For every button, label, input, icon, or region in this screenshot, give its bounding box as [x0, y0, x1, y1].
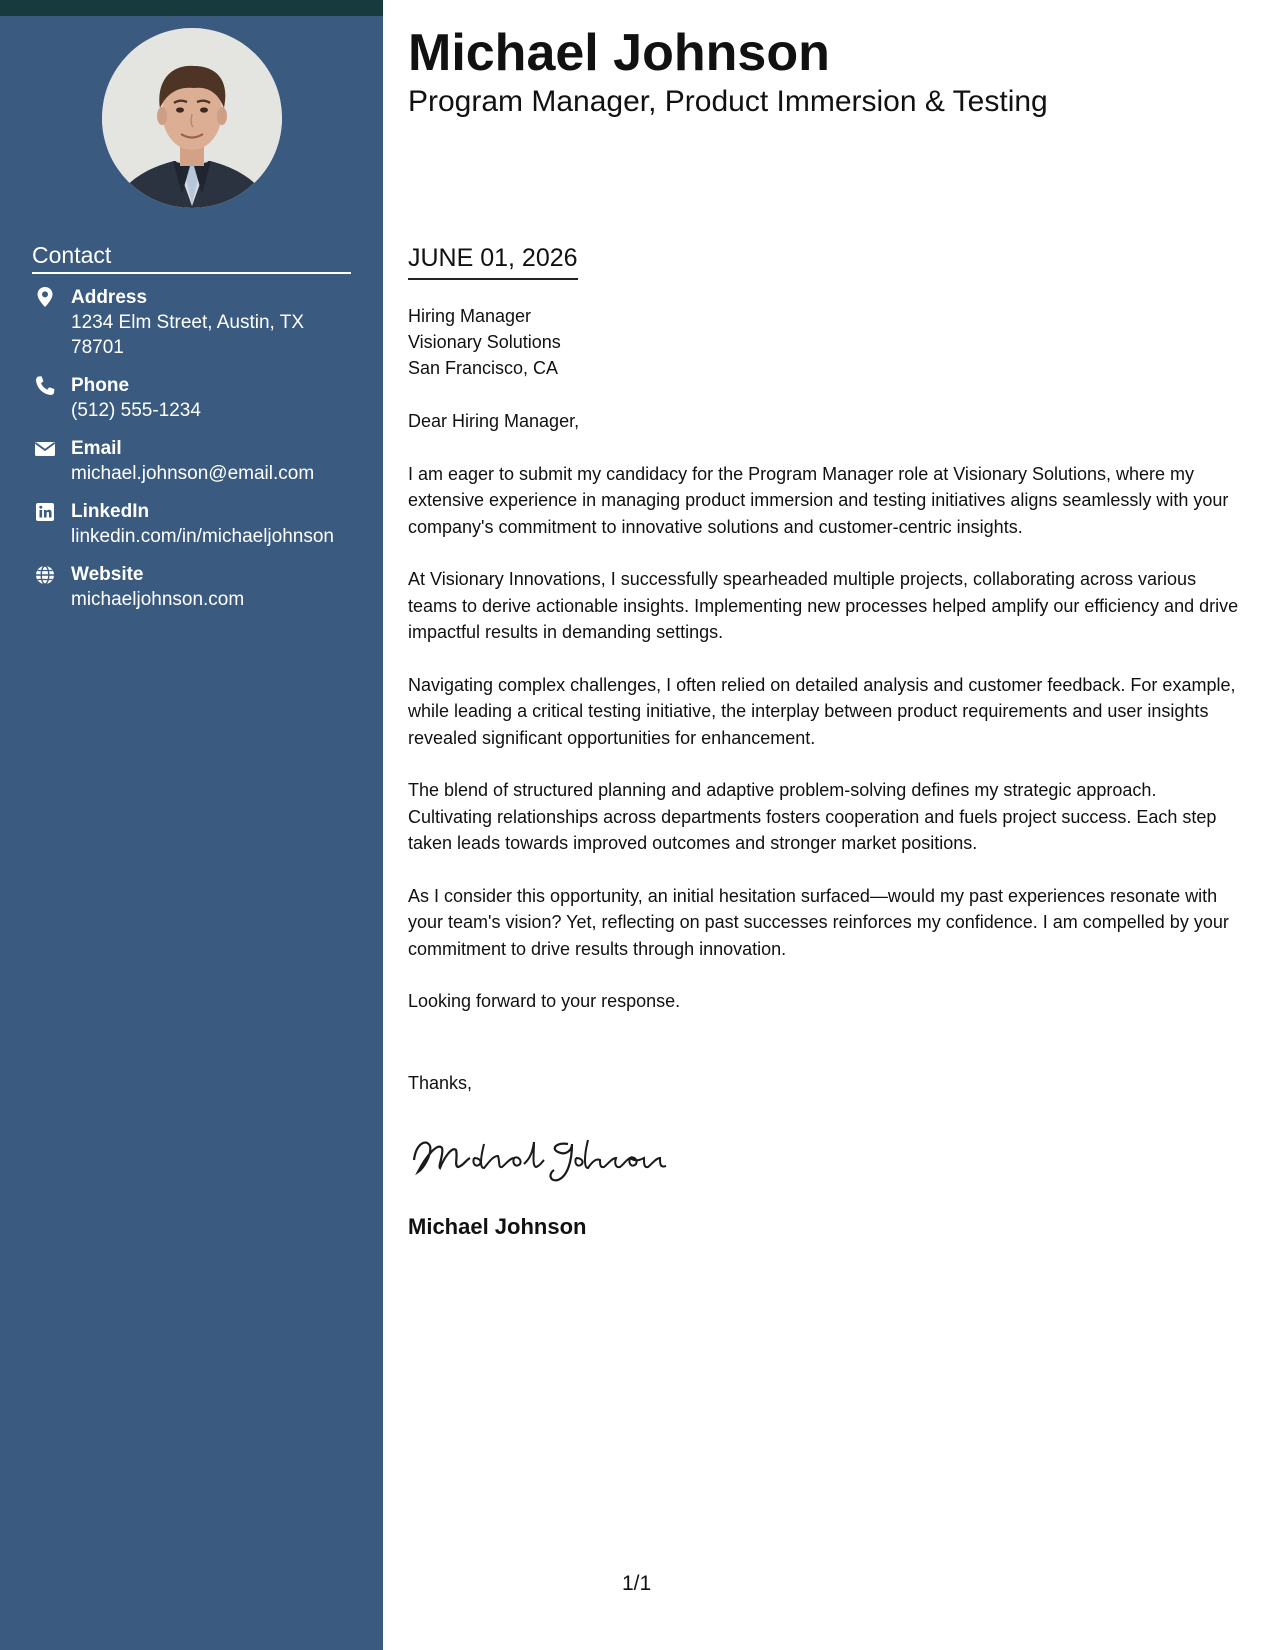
contact-label-address: Address: [71, 287, 148, 308]
letter-date: JUNE 01, 2026: [408, 243, 578, 280]
recipient-block: [408, 303, 561, 381]
applicant-name: Michael Johnson: [408, 24, 830, 82]
letter-paragraph: The blend of structured planning and adaptive problem-solving defines my strategic approach. Cultivating relationships across departments fosters cooperation and fuels project success. Each step taken leads towards improved outcomes and stronger market positions.: [408, 780, 1217, 853]
linkedin-icon: [32, 499, 58, 525]
signer-name: Michael Johnson: [408, 1214, 587, 1239]
contact-value-address: 1234 Elm Street, Austin, TX 78701: [71, 312, 305, 358]
recipient-line: Hiring Manager: [408, 306, 532, 326]
contact-value-phone: (512) 555-1234: [71, 400, 201, 421]
signature: [408, 1120, 688, 1190]
contact-label-phone: Phone: [71, 375, 130, 396]
recipient-line: Visionary Solutions: [408, 332, 561, 352]
contact-value-linkedin[interactable]: linkedin.com/in/michaeljohnson: [71, 526, 334, 547]
contact-label-linkedin: LinkedIn: [71, 501, 150, 522]
recipient-line: San Francisco, CA: [408, 358, 559, 378]
page-number: 1/1: [622, 1572, 652, 1595]
contact-label-website: Website: [71, 564, 144, 585]
map-pin-icon: [32, 285, 58, 311]
avatar: [102, 28, 282, 208]
contact-label-email: Email: [71, 438, 122, 459]
contact-value-email: michael.johnson@email.com: [71, 463, 315, 484]
salutation: Dear Hiring Manager,: [408, 411, 580, 431]
contact-value-website[interactable]: michaeljohnson.com: [71, 589, 245, 610]
phone-icon: [32, 373, 58, 399]
letter-paragraph: Looking forward to your response.: [408, 991, 681, 1011]
globe-icon: [32, 562, 58, 588]
letter-body: [408, 408, 1240, 1041]
profile-photo-icon: [102, 28, 282, 208]
letter-paragraph: I am eager to submit my candidacy for the Program Manager role at Visionary Solutions, where my extensive experience in managing product immersion and testing initiatives aligns seamlessly with your company's commitment to innovative solutions and customer-centric insights.: [408, 463, 1229, 537]
letter-paragraph: As I consider this opportunity, an initial hesitation surfaced—would my past experiences resonate with your team's vision? Yet, reflecting on past successes reinforces my confidence. I am compelled by your commitment to drive results through innovation.: [408, 885, 1229, 959]
applicant-job-title: Program Manager, Product Immersion & Testing: [408, 85, 1048, 118]
letter-paragraph: Navigating complex challenges, I often relied on detailed analysis and customer feedback. For example, while leading a critical testing initiative, the interplay between product requirements and user insights revealed significant opportunities for enhancement.: [408, 674, 1236, 748]
contact-heading: Contact: [32, 240, 351, 274]
sidebar: [0, 0, 383, 1650]
sidebar-top-bar: [0, 0, 383, 16]
letter-paragraph: At Visionary Innovations, I successfully spearheaded multiple projects, collaborating across various teams to derive actionable insights. Implementing new processes helped amplify our efficiency and drive impactful results in demanding settings.: [408, 569, 1239, 642]
closing: Thanks,: [408, 1073, 473, 1093]
envelope-icon: [32, 436, 58, 462]
